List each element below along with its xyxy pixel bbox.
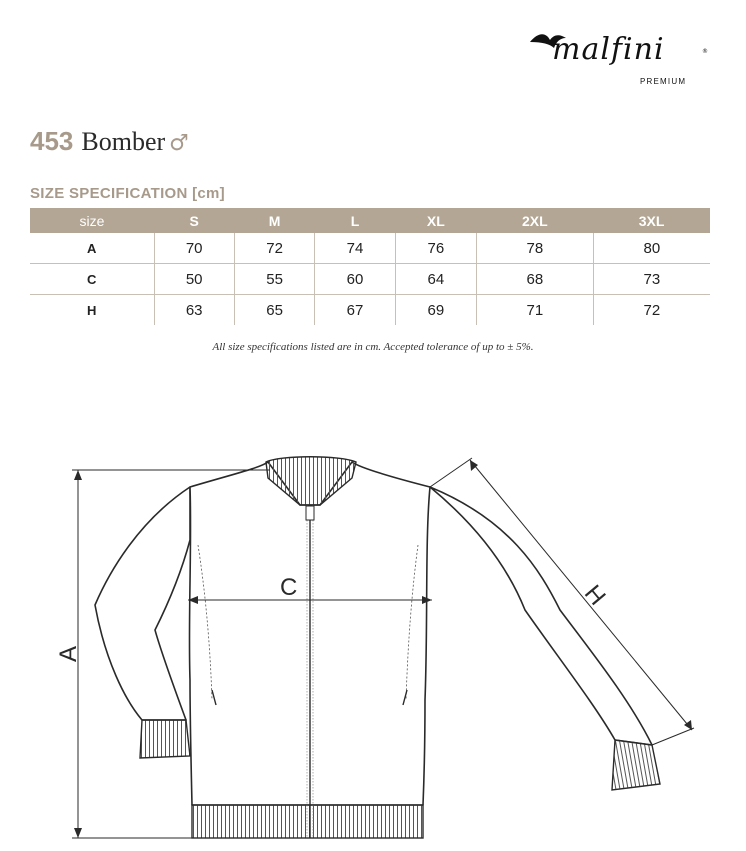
size-table-header: [30, 208, 710, 233]
product-code: 453: [30, 126, 74, 156]
table-cell: 64: [395, 264, 476, 295]
label-a: A: [55, 645, 82, 662]
table-row: [30, 233, 710, 264]
size-spec-title: SIZE SPECIFICATION [cm]: [30, 185, 225, 202]
jacket-diagram: [0, 440, 746, 851]
table-cell: 74: [315, 233, 395, 264]
table-row: [30, 264, 710, 295]
row-label: H: [87, 302, 97, 318]
table-cell: 72: [234, 233, 314, 264]
table-cell: 68: [476, 264, 593, 295]
table-cell: 72: [593, 295, 710, 326]
male-gender-icon: ♂: [169, 131, 189, 156]
size-header-cell: 2XL: [476, 208, 593, 233]
product-title: [30, 126, 189, 157]
brand-name: malfini: [552, 32, 665, 67]
size-table: [30, 208, 710, 325]
table-cell: 69: [395, 295, 476, 326]
label-c: C: [280, 574, 298, 601]
table-row: [30, 295, 710, 326]
size-header-cell: 3XL: [593, 208, 710, 233]
left-cuff-rib: [140, 720, 190, 758]
size-header-cell: S: [154, 208, 234, 233]
table-cell: 65: [234, 295, 314, 326]
malfini-logo: [528, 28, 718, 92]
hem-rib: [192, 805, 423, 838]
tolerance-note: All size specifications listed are in cm. Accepted tolerance of up to ± 5%.: [212, 341, 534, 353]
right-cuff-rib: [612, 740, 660, 790]
registered-mark: ®: [702, 48, 708, 55]
table-cell: 80: [593, 233, 710, 264]
table-cell: 78: [476, 233, 593, 264]
table-cell: 55: [234, 264, 314, 295]
row-label: A: [30, 233, 154, 264]
size-header-cell: M: [234, 208, 314, 233]
table-cell: 67: [315, 295, 395, 326]
table-cell: 63: [154, 295, 234, 326]
table-cell: 70: [154, 233, 234, 264]
size-header-label: size: [30, 208, 154, 233]
table-cell: 73: [593, 264, 710, 295]
table-cell: 60: [315, 264, 395, 295]
product-name: Bomber: [81, 127, 166, 156]
size-header-cell: L: [315, 208, 395, 233]
brand-sub: PREMIUM: [640, 77, 687, 86]
row-label: C: [30, 264, 154, 295]
table-cell: 76: [395, 233, 476, 264]
zipper-pull-icon: [306, 506, 314, 520]
label-h: H: [578, 579, 611, 611]
size-header-cell: XL: [395, 208, 476, 233]
table-cell: 50: [154, 264, 234, 295]
table-cell: 71: [476, 295, 593, 326]
